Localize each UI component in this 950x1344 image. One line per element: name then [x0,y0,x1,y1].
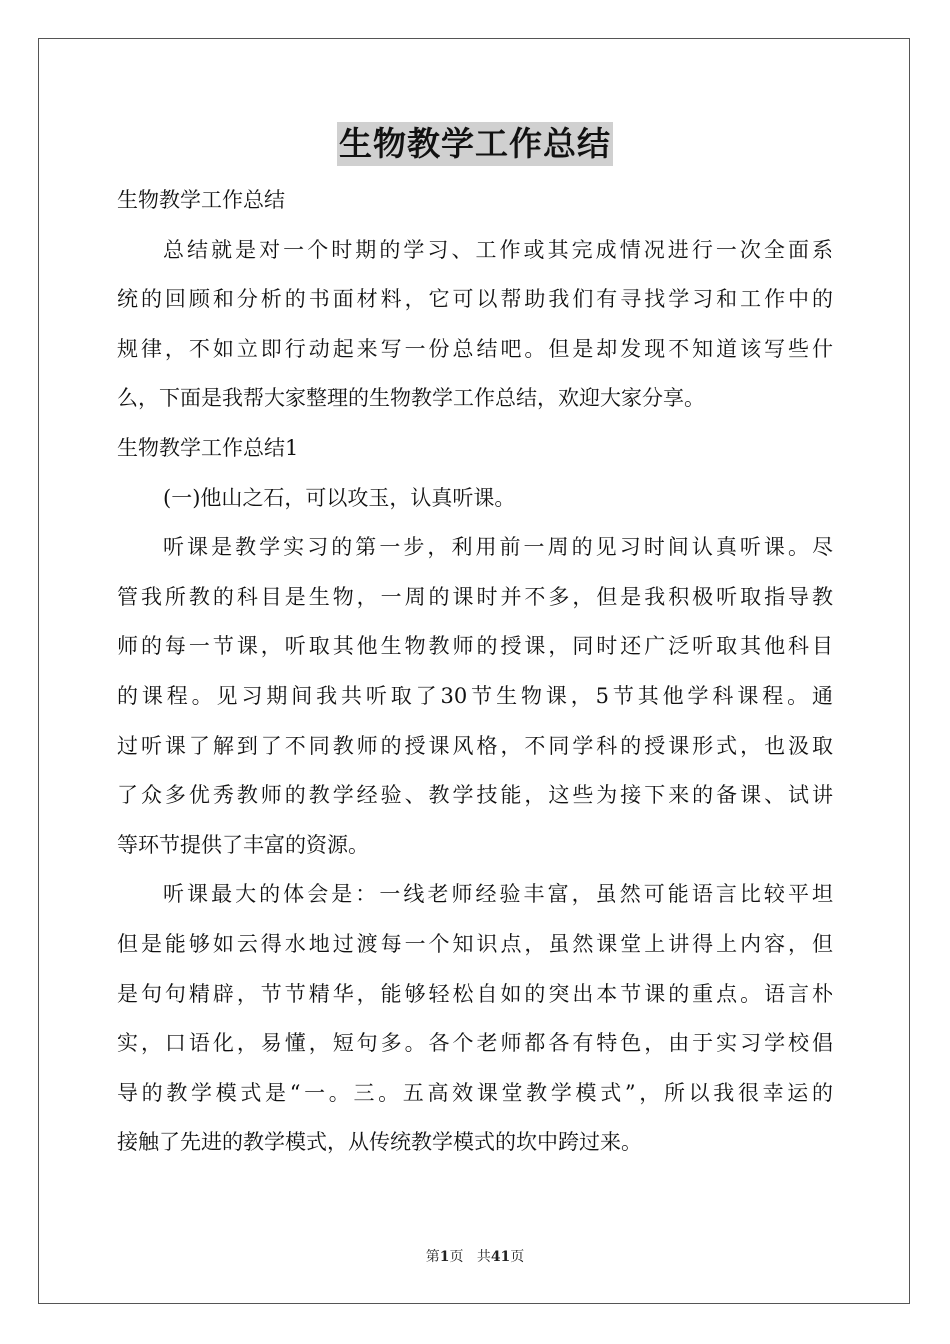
text-line: 实，口语化，易懂，短句多。各个老师都各有特色，由于实习学校倡 [117,1031,833,1056]
text-line: 总结就是对一个时期的学习、工作或其完成情况进行一次全面系 [163,237,833,262]
text-line: 的课程。见习期间我共听取了30节生物课，5节其他学科课程。通 [117,683,833,708]
text-line: 师的每一节课，听取其他生物教师的授课，同时还广泛听取其他科目 [117,634,833,659]
text-line: 等环节提供了丰富的资源。 [117,832,369,857]
text-line: 生物教学工作总结1 [117,435,299,460]
footer-page-prefix: 第 [425,1249,440,1265]
text-line: 规律，不如立即行动起来写一份总结吧。但是却发现不知道该写些什 [117,336,833,361]
page-footer [0,1246,950,1266]
text-line: 但是能够如云得水地过渡每一个知识点，虽然课堂上讲得上内容，但 [117,931,833,956]
footer-total-prefix: 共 [476,1249,491,1265]
text-line: 么，下面是我帮大家整理的生物教学工作总结，欢迎大家分享。 [117,386,705,411]
footer-page-number: 1 [439,1249,450,1265]
text-line: 导的教学模式是“一。三。五高效课堂教学模式”，所以我很幸运的 [117,1080,833,1105]
text-line: 听课是教学实习的第一步，利用前一周的见习时间认真听课。尽 [163,535,833,560]
text-line: 是句句精辟，节节精华，能够轻松自如的突出本节课的重点。语言朴 [117,981,833,1006]
text-line: 管我所教的科目是生物，一周的课时并不多，但是我积极听取指导教 [117,584,833,609]
footer-total-suffix: 页 [510,1249,525,1265]
text-line: 听课最大的体会是：一线老师经验丰富，虽然可能语言比较平坦 [163,882,833,907]
document-title: 生物教学工作总结 [337,122,613,166]
text-line: 过听课了解到了不同教师的授课风格，不同学科的授课形式，也汲取 [117,733,833,758]
text-line: 统的回顾和分析的书面材料，它可以帮助我们有寻找学习和工作中的 [117,287,833,312]
title-container [0,122,950,166]
text-line: (一)他山之石，可以攻玉，认真听课。 [163,485,516,510]
text-line: 了众多优秀教师的教学经验、教学技能，这些为接下来的备课、试讲 [117,783,833,808]
document-body [117,176,833,1168]
text-line: 接触了先进的教学模式，从传统教学模式的坎中跨过来。 [117,1130,642,1155]
text-line: 生物教学工作总结 [117,188,285,212]
footer-total-pages: 41 [490,1249,511,1265]
footer-page-suffix: 页 [449,1249,464,1265]
